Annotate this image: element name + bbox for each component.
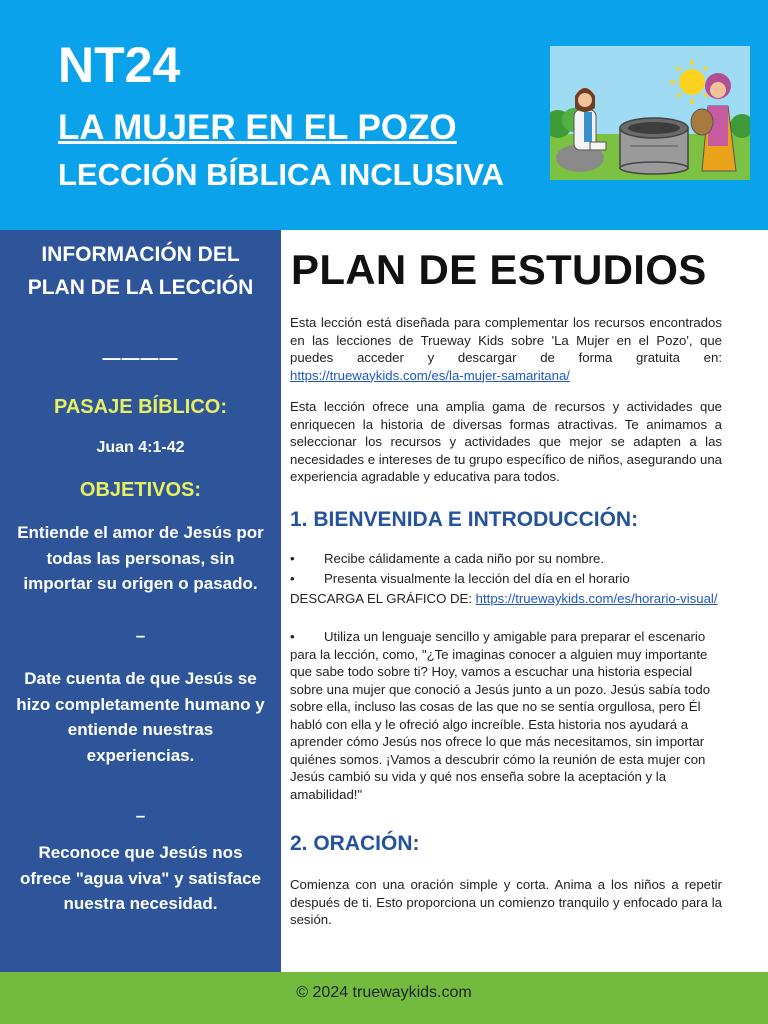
bullet-icon: • [290, 551, 295, 566]
download-label: DESCARGA EL GRÁFICO DE: [290, 591, 472, 606]
download-link[interactable]: https://truewaykids.com/es/horario-visual/ [475, 591, 718, 606]
well-scene-illustration [550, 46, 750, 180]
sidebar-divider: ———— [102, 348, 179, 368]
sidebar-title: INFORMACIÓN DEL PLAN DE LA LECCIÓN [27, 243, 254, 299]
well-icon [620, 118, 688, 174]
copyright-text: © 2024 truewaykids.com [296, 984, 472, 1001]
list-item-text: Presenta visualmente la lección del día en el horario [324, 571, 630, 586]
objective-separator: – [135, 626, 146, 645]
study-plan-title: PLAN DE ESTUDIOS [291, 246, 707, 293]
objective-separator: – [135, 806, 146, 825]
prayer-paragraph: Comienza con una oración simple y corta. Anima a los niños a repetir después de ti. Esto proporciona un comienzo tranquilo y enfocado para la sesión. [290, 877, 722, 927]
intro-paragraph [290, 314, 722, 384]
header-banner [0, 0, 768, 230]
bullet-icon: • [290, 571, 295, 586]
passage-reference: Juan 4:1-42 [96, 439, 185, 456]
list-item-text: Recibe cálidamente a cada niño por su nombre. [324, 551, 605, 566]
download-line [290, 590, 722, 608]
section-heading-prayer: 2. ORACIÓN: [290, 832, 420, 855]
passage-heading: PASAJE BÍBLICO: [54, 396, 227, 418]
list-item [290, 550, 604, 568]
lesson-code: NT24 [58, 37, 181, 93]
intro-text: Esta lección está diseñada para complementar los recursos encontrados en las lecciones de Trueway Kids sobre 'La Mujer en el Pozo', que puedes acceder y descargar de forma gratuita en: [290, 315, 722, 365]
footer-bar [0, 972, 768, 1024]
resources-paragraph: Esta lección ofrece una amplia gama de recursos y actividades que enriquecen la historia de diversas formas atractivas. Te animamos a seleccionar los recursos y actividades que mejor se adapten a las necesidades e intereses de tu grupo específico de niños, asegurando una experiencia agradable y educativa para todos. [290, 399, 722, 484]
list-item-text: Utiliza un lenguaje sencillo y amigable para preparar el escenario para la lección, como, "¿Te imaginas conocer a alguien muy importante que sabe todo sobre ti? Hoy, vamos a escuchar una historia especial sobre una mujer que conoció a Jesús junto a un pozo. Jesús sabía todo sobre ella, incluso las cosas de las que no se sentía orgullosa, pero Él habló con ella y le ofreció algo increíble. Esta historia nos ayudará a aprender cómo Jesús nos ofrece lo que más necesitamos, sin importar quiénes somos. ¡Vamos a descubrir cómo la reunión de esta mujer con Jesús cambió su vida y qué nos enseña sobre la aceptación y la amabilidad!" [290, 629, 711, 802]
intro-link[interactable]: https://truewaykids.com/es/la-mujer-samaritana/ [290, 367, 570, 383]
bullet-icon: • [290, 629, 295, 644]
objectives-heading: OBJETIVOS: [79, 479, 202, 501]
objective-item: Entiende el amor de Jesús por todas las personas, sin importar su origen o pasado. [17, 523, 264, 593]
list-item [290, 570, 630, 588]
objective-item: Reconoce que Jesús nos ofrece "agua viva" y satisface nuestra necesidad. [19, 843, 262, 913]
list-item [290, 628, 722, 803]
lesson-title: LA MUJER EN EL POZO [58, 108, 457, 147]
lesson-subtitle: LECCIÓN BÍBLICA INCLUSIVA [58, 157, 505, 192]
objective-item: Date cuenta de que Jesús se hizo completamente humano y entiende nuestras experiencias. [16, 669, 265, 765]
section-heading-welcome: 1. BIENVENIDA E INTRODUCCIÓN: [290, 508, 639, 531]
lesson-info-sidebar [0, 230, 281, 972]
